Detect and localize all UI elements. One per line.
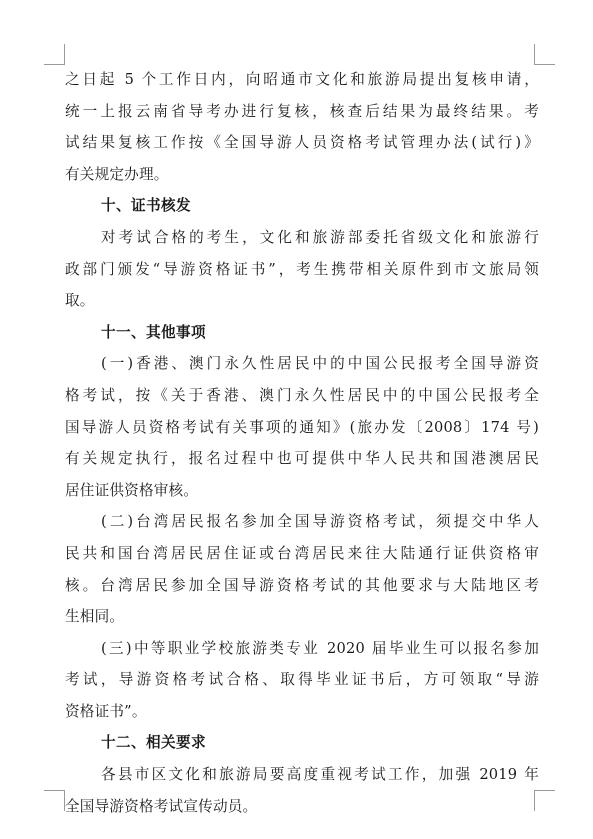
document-body [65,64,539,822]
paragraph-line: 考试，导游资格考试合格、取得毕业证书后，方可领取“导游 [65,671,539,689]
paragraph-line: 取。 [65,292,95,310]
paragraph-line: 试结果复核工作按《全国导游人员资格考试管理办法(试行)》 [65,134,539,152]
paragraph-line: 全国导游资格考试宣传动员。 [65,797,258,815]
paragraph-line: 核。台湾居民参加全国导游资格考试的其他要求与大陆地区考 [65,576,539,594]
section-heading: 十一、其他事项 [101,323,206,341]
crop-mark-top-left [44,44,65,65]
paragraph-line: 格考试，按《关于香港、澳门永久性居民中的中国公民报考全 [65,386,539,404]
paragraph-line: (三)中等职业学校旅游类专业 2020 届毕业生可以报名参加 [101,639,539,657]
paragraph-line: 有关规定执行，报名过程中也可提供中华人民共和国港澳居民 [65,450,539,468]
section-heading: 十二、相关要求 [101,734,206,752]
paragraph-line: 之日起 5 个工作日内，向昭通市文化和旅游局提出复核申请， [65,71,539,88]
paragraph-line: 各县市区文化和旅游局要高度重视考试工作，加强 2019 年 [101,766,539,784]
paragraph-line: 对考试合格的考生，文化和旅游部委托省级文化和旅游行 [101,228,539,246]
section-heading: 十、证书核发 [101,197,191,215]
crop-mark-bottom-left [44,790,65,811]
paragraph-line: 民共和国台湾居民居住证或台湾居民来往大陆通行证供资格审 [65,544,539,562]
paragraph-line: 政部门颁发“导游资格证书”，考生携带相关原件到市文旅局领 [65,260,539,278]
paragraph-line: (一)香港、澳门永久性居民中的中国公民报考全国导游资 [101,355,539,373]
paragraph-line: 资格证书”。 [65,702,147,720]
paragraph-line: 生相同。 [65,608,125,626]
paragraph-line: 有关规定办理。 [65,165,169,183]
paragraph-line: 国导游人员资格考试有关事项的通知》(旅办发〔2008〕174 号) [65,418,539,436]
paragraph-line: (二)台湾居民报名参加全国导游资格考试，须提交中华人 [101,513,539,531]
paragraph-line: 统一上报云南省导考办进行复核，核查后结果为最终结果。考 [65,102,539,120]
paragraph-line: 居住证供资格审核。 [65,481,199,499]
crop-mark-top-right [534,44,555,65]
